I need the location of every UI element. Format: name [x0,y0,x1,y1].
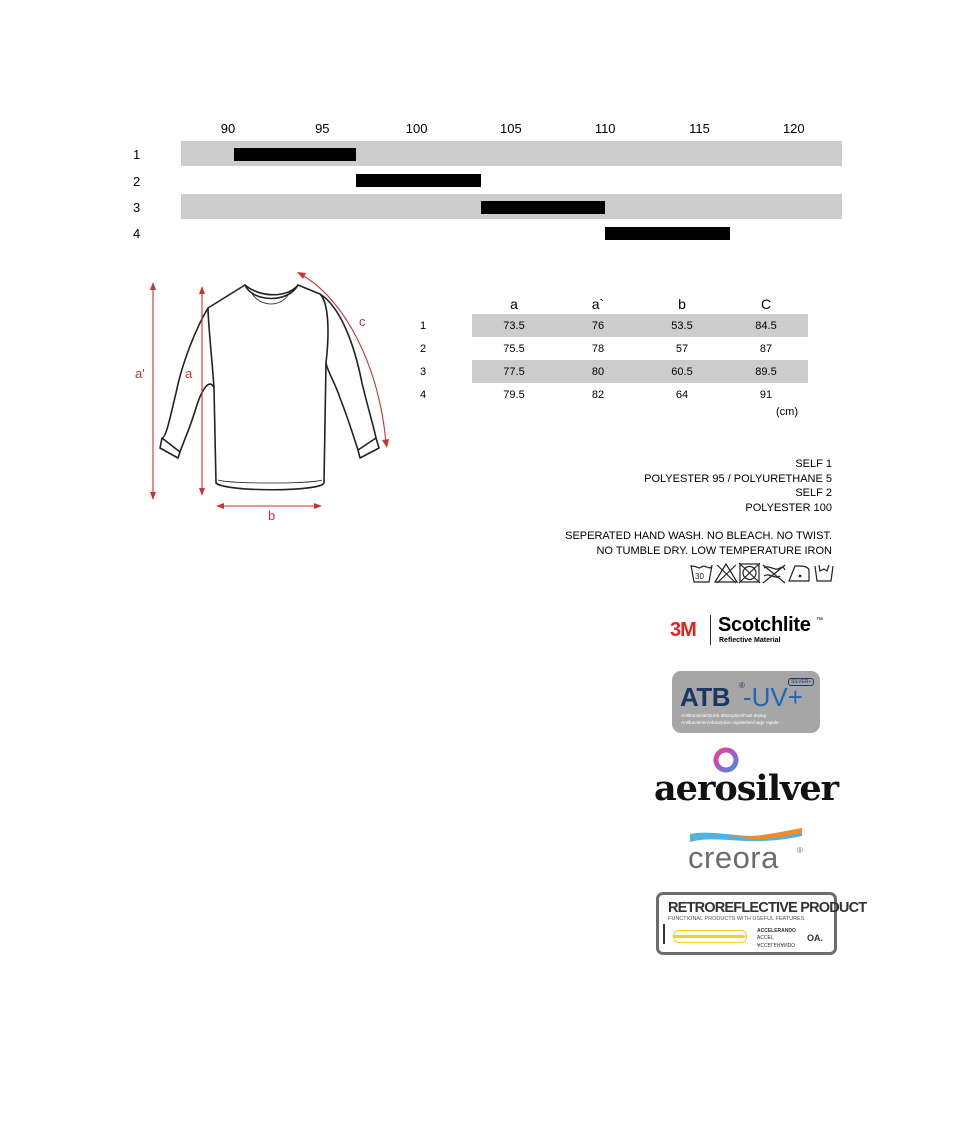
atb-tagline-fr: Antibactérien/Absorption rapide/Séchage rapide [681,720,779,725]
sweatshirt-right-sleeve [320,294,376,450]
care-symbols [689,561,835,585]
retroreflective-logo [656,892,867,955]
size-row-label: 1 [133,147,141,162]
unit-label: (cm) [776,406,798,418]
table-cell: 73.5 [472,314,556,337]
care-line: NO TUMBLE DRY. LOW TEMPERATURE IRON [596,544,832,557]
svg-text:30: 30 [695,572,704,581]
table-cell: 75.5 [503,342,525,355]
c-dimension-label: c [359,314,366,329]
size-range-bar [234,148,357,161]
size-tick-label: 90 [220,121,236,136]
table-cell: 76 [556,314,640,337]
brand-text: ACCELERANDO [757,928,796,934]
zipper-pull-icon [663,924,671,944]
table-row [414,360,808,383]
no-bleach-icon [715,564,737,583]
size-tick-label: 115 [689,121,710,136]
trademark-mark: ™ [816,617,823,624]
table-cell: 77.5 [472,360,556,383]
logo-divider [710,615,711,645]
size-label: 2 [420,342,427,355]
creora-name: creora [688,840,779,875]
table-row [414,383,808,406]
measurement-table [414,294,808,406]
size-tick-label: 100 [405,121,428,136]
registered-mark: ® [739,681,745,690]
size-tick-label: 110 [594,121,616,136]
care-line: SEPERATED HAND WASH. NO BLEACH. NO TWIST. [565,530,832,542]
atb-uv-logo [672,671,820,733]
3m-logo-text: 3M [670,619,696,641]
uv-plus-text: -UV+ [743,682,803,712]
no-tumble-dry-icon [739,563,760,583]
table-cell: 87 [759,342,773,355]
brand-text: ACCEL [757,935,774,941]
size-range-bar [605,227,729,240]
materials-block [644,457,832,515]
a-dimension-label: a [185,366,193,381]
a-prime-dimension-label: a' [135,366,145,381]
size-row-band [181,167,842,192]
size-range-bar [481,201,605,214]
table-cell: 64 [675,388,689,401]
size-tick-label: 120 [782,121,805,136]
reflective-loop-icon [673,930,747,943]
scotchlite-logo [670,613,830,647]
scotchlite-name: Scotchlite [718,614,811,636]
header-a-prime: a` [591,296,605,312]
size-tick-label: 95 [315,121,330,136]
sweatshirt-diagram [130,268,400,528]
size-range-bar [356,174,480,187]
material-line: SELF 2 [795,487,832,499]
table-cell: 79.5 [503,388,525,401]
retroreflective-title: RETROREFLECTIVE PRODUCT [668,900,867,916]
oa-badge: OA. [807,933,824,943]
scotchlite-subtitle: Reflective Material [719,637,781,644]
material-line: POLYESTER 95 / POLYURETHANE 5 [644,472,832,485]
atb-name: ATB [680,682,731,712]
size-label: 3 [420,365,427,378]
table-cell: 91 [759,388,773,401]
size-row-label: 3 [133,200,141,215]
registered-mark: ® [797,846,803,855]
size-tick-label: 105 [500,121,522,136]
table-cell: 84.5 [724,314,808,337]
size-label: 4 [420,388,427,401]
material-line: POLYESTER 100 [745,501,832,514]
silver-badge: SILVER+ [788,678,814,686]
sweatshirt-body-outline [208,285,328,490]
table-cell: 80 [556,360,640,383]
table-cell: 57 [675,342,689,355]
size-row-label: 2 [133,174,141,189]
size-label: 1 [420,319,427,332]
atb-tagline-en: Antibacterial/Quick absorption/Fast drying [681,713,767,718]
retroreflective-subtitle: FUNCTIONAL PRODUCTS WITH USEFUL FEATURES [668,916,805,922]
aerosilver-name: aerosilver [654,768,839,809]
table-cell: 60.5 [640,360,724,383]
brand-text-mirrored: ACCELERANDO [757,941,796,947]
table-cell: 53.5 [640,314,724,337]
table-cell: 82 [591,388,605,401]
size-row-band [181,220,842,245]
creora-logo [686,826,808,874]
no-wring-icon [763,565,785,583]
care-instructions [565,529,832,558]
size-row-label: 4 [133,226,141,241]
aerosilver-logo [652,746,840,808]
header-c: C [760,296,772,312]
material-line: SELF 1 [795,458,832,470]
b-dimension-label: b [268,508,276,523]
header-b: b [678,296,686,312]
hand-wash-30-icon [691,565,712,582]
table-cell: 89.5 [724,360,808,383]
table-row [414,337,808,360]
header-a: a [510,296,518,312]
table-cell: 78 [591,342,605,355]
table-row [414,314,808,337]
hand-wash-icon [815,565,833,581]
table-header-row [414,294,808,314]
iron-low-icon [789,566,809,581]
